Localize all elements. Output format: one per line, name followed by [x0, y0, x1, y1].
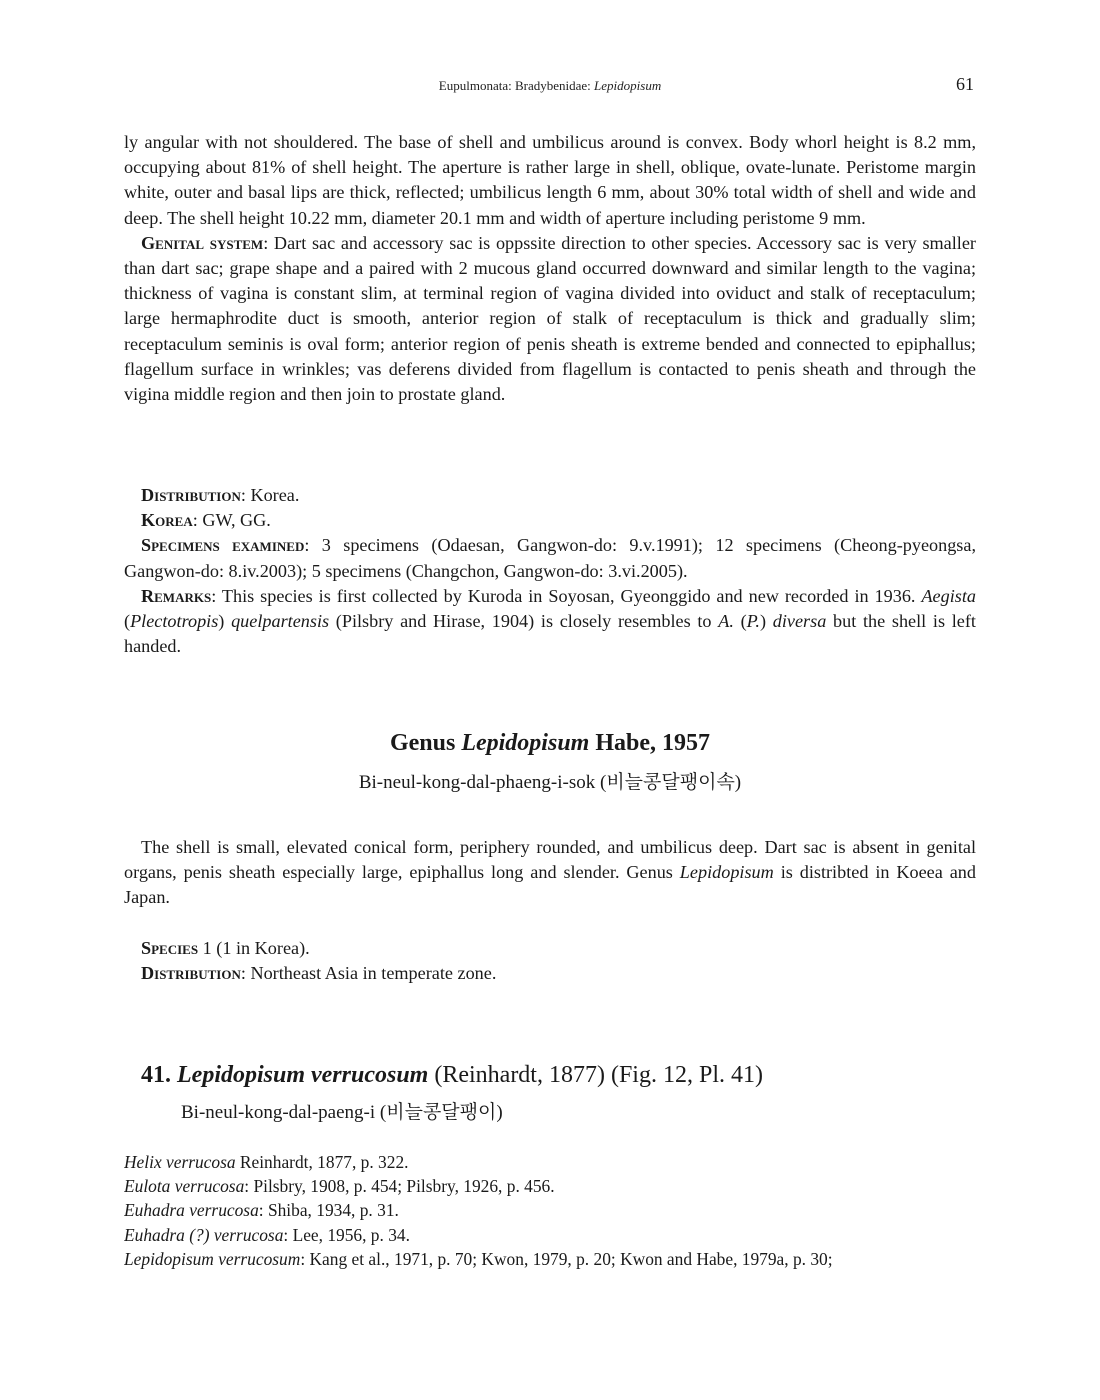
- page-number: 61: [956, 74, 974, 94]
- genus-distribution-text: : Northeast Asia in temperate zone.: [240, 963, 497, 984]
- remarks-a: A.: [718, 611, 734, 632]
- genus-distribution-label: Distribution: [141, 963, 241, 984]
- synonym-name: Euhadra (?) verrucosa: [124, 1224, 284, 1245]
- korea-label: Korea: [141, 510, 193, 531]
- synonym-name: Lepidopisum verrucosum: [124, 1248, 301, 1269]
- records-block: [124, 483, 976, 659]
- genital-system-paragraph: [124, 231, 976, 407]
- description-block: [124, 130, 976, 407]
- synonymy-list: [124, 1150, 976, 1271]
- synonym-entry: [124, 1198, 976, 1222]
- genital-system-text: : Dart sac and accessory sac is oppssite direction to other species. Accessory sac is very smaller than dart sac; grape shape and a paired with 2 mucous gland occurred downward and similar length to the vagina; thickness of vagina is constant slim, at terminal region of vagina divided into oviduct and stalk of receptaculum; large hermaphrodite duct is smooth, anterior region of stalk of receptaculum is thick and gradually slim; receptaculum seminis is oval form; anterior region of penis sheath is extreme bended and connected to epiphallus; flagellum surface in wrinkles; vas deferens divided from flagellum is contacted to penis sheath and through the vigina middle region and then join to prostate gland.: [124, 232, 976, 405]
- species-title: [141, 1062, 763, 1089]
- remarks-plectotropis: Plectotropis: [130, 611, 219, 632]
- genus-facts: [124, 936, 976, 986]
- genus-korean-name: Bi-neul-kong-dal-phaeng-i-sok (비늘콩달팽이속): [358, 772, 742, 793]
- remarks-diversa: diversa: [772, 611, 827, 632]
- genus-description-2: is distribted in Koeea and Japan.: [124, 862, 976, 908]
- description-continuation: ly angular with not shouldered. The base of shell and umbilicus around is convex. Body whorl height is 8.2 mm, occupying about 81% of shell height. The aperture is rather large in shell, oblique, ovate-lunate. Peristome margin white, outer and basal lips are thick, reflected; umbilicus length 6 mm, about 30% total width of shell and wide and deep. The shell height 10.22 mm, diameter 20.1 mm and width of aperture including peristome 9 mm.: [124, 132, 976, 228]
- remarks-quelpartensis: quelpartensis: [231, 611, 330, 632]
- synonym-reference: : Shiba, 1934, p. 31.: [258, 1200, 399, 1221]
- synonym-entry: [124, 1150, 976, 1174]
- genital-system-label: Genital system: [141, 232, 264, 253]
- remarks-label: Remarks: [141, 585, 212, 606]
- distribution-label: Distribution: [141, 485, 241, 505]
- remarks-text-3: but the shell is left handed.: [124, 611, 976, 657]
- synonym-reference: : Pilsbry, 1908, p. 454; Pilsbry, 1926, p. 456.: [244, 1176, 555, 1197]
- distribution-text: : Korea.: [240, 485, 300, 505]
- remarks-paragraph: Remarks: This species is first collected by Kuroda in Soyosan, Gyeonggido and new recorded in 1936. Aegista (Plectotropis) quelpartensis (Pilsbry and Hirase, 1904) is closely resembles to A. (P.) diversa but the shell is left handed.: [124, 585, 976, 657]
- genus-title-name: Lepidopisum: [461, 730, 590, 756]
- synonym-entry: [124, 1174, 976, 1198]
- species-count-text: 1 (1 in Korea).: [198, 938, 310, 958]
- species-count-line: [124, 936, 976, 961]
- genus-title: [124, 730, 976, 757]
- distribution-line: [124, 483, 976, 508]
- running-head: [124, 78, 976, 94]
- synonym-entry: [124, 1247, 976, 1271]
- genus-description-1: The shell is small, elevated conical form, periphery rounded, and umbilicus deep. Dart sac is absent in genital organs, penis sheath especially large, epiphallus long and slender. Genus: [124, 837, 976, 883]
- remarks-text-2: (Pilsbry and Hirase, 1904) is closely resembles to: [329, 611, 719, 632]
- genus-title-suffix: Habe, 1957: [589, 730, 711, 756]
- synonym-entry: [124, 1223, 976, 1247]
- species-author: (Reinhardt, 1877) (Fig. 12, Pl. 41): [428, 1062, 763, 1088]
- synonym-reference: Reinhardt, 1877, p. 322.: [235, 1152, 409, 1172]
- genus-distribution-line: [124, 961, 976, 986]
- korea-text: : GW, GG.: [192, 510, 271, 531]
- genus-title-prefix: Genus: [389, 730, 462, 756]
- species-count-label: Species: [141, 938, 199, 958]
- running-head-genus: Lepidopisum: [594, 78, 662, 93]
- genus-description: [124, 835, 976, 911]
- specimens-text: : 3 specimens (Odaesan, Gangwon-do: 9.v.1991); 12 specimens (Cheong-pyeongsa, Gangwon-do: 8.iv.2003); 5 specimens (Changchon, Gangwon-do: 3.vi.2005).: [124, 535, 976, 581]
- remarks-p: P.: [746, 611, 760, 632]
- species-korean-name: Bi-neul-kong-dal-paeng-i (비늘콩달팽이): [181, 1102, 503, 1123]
- species-number: 41.: [141, 1062, 171, 1088]
- synonym-name: Helix verrucosa: [124, 1152, 236, 1172]
- korea-line: [124, 508, 976, 533]
- remarks-text-1: : This species is first collected by Kuroda in Soyosan, Gyeonggido and new recorded in 1936.: [211, 585, 922, 606]
- species-name: Lepidopisum verrucosum: [177, 1062, 429, 1088]
- specimens-paragraph: [124, 533, 976, 583]
- specimens-label: Specimens examined: [141, 535, 305, 556]
- genus-block: [124, 835, 976, 911]
- synonym-name: Eulota verrucosa: [124, 1176, 245, 1197]
- running-head-prefix: Eupulmonata: Bradybenidae:: [438, 78, 595, 93]
- remarks-aegista: Aegista: [921, 585, 976, 606]
- synonym-reference: : Lee, 1956, p. 34.: [283, 1224, 410, 1245]
- genus-description-genus: Lepidopisum: [679, 862, 774, 883]
- synonym-reference: : Kang et al., 1971, p. 70; Kwon, 1979, p. 20; Kwon and Habe, 1979a, p. 30;: [300, 1248, 833, 1269]
- synonym-name: Euhadra verrucosa: [124, 1200, 259, 1221]
